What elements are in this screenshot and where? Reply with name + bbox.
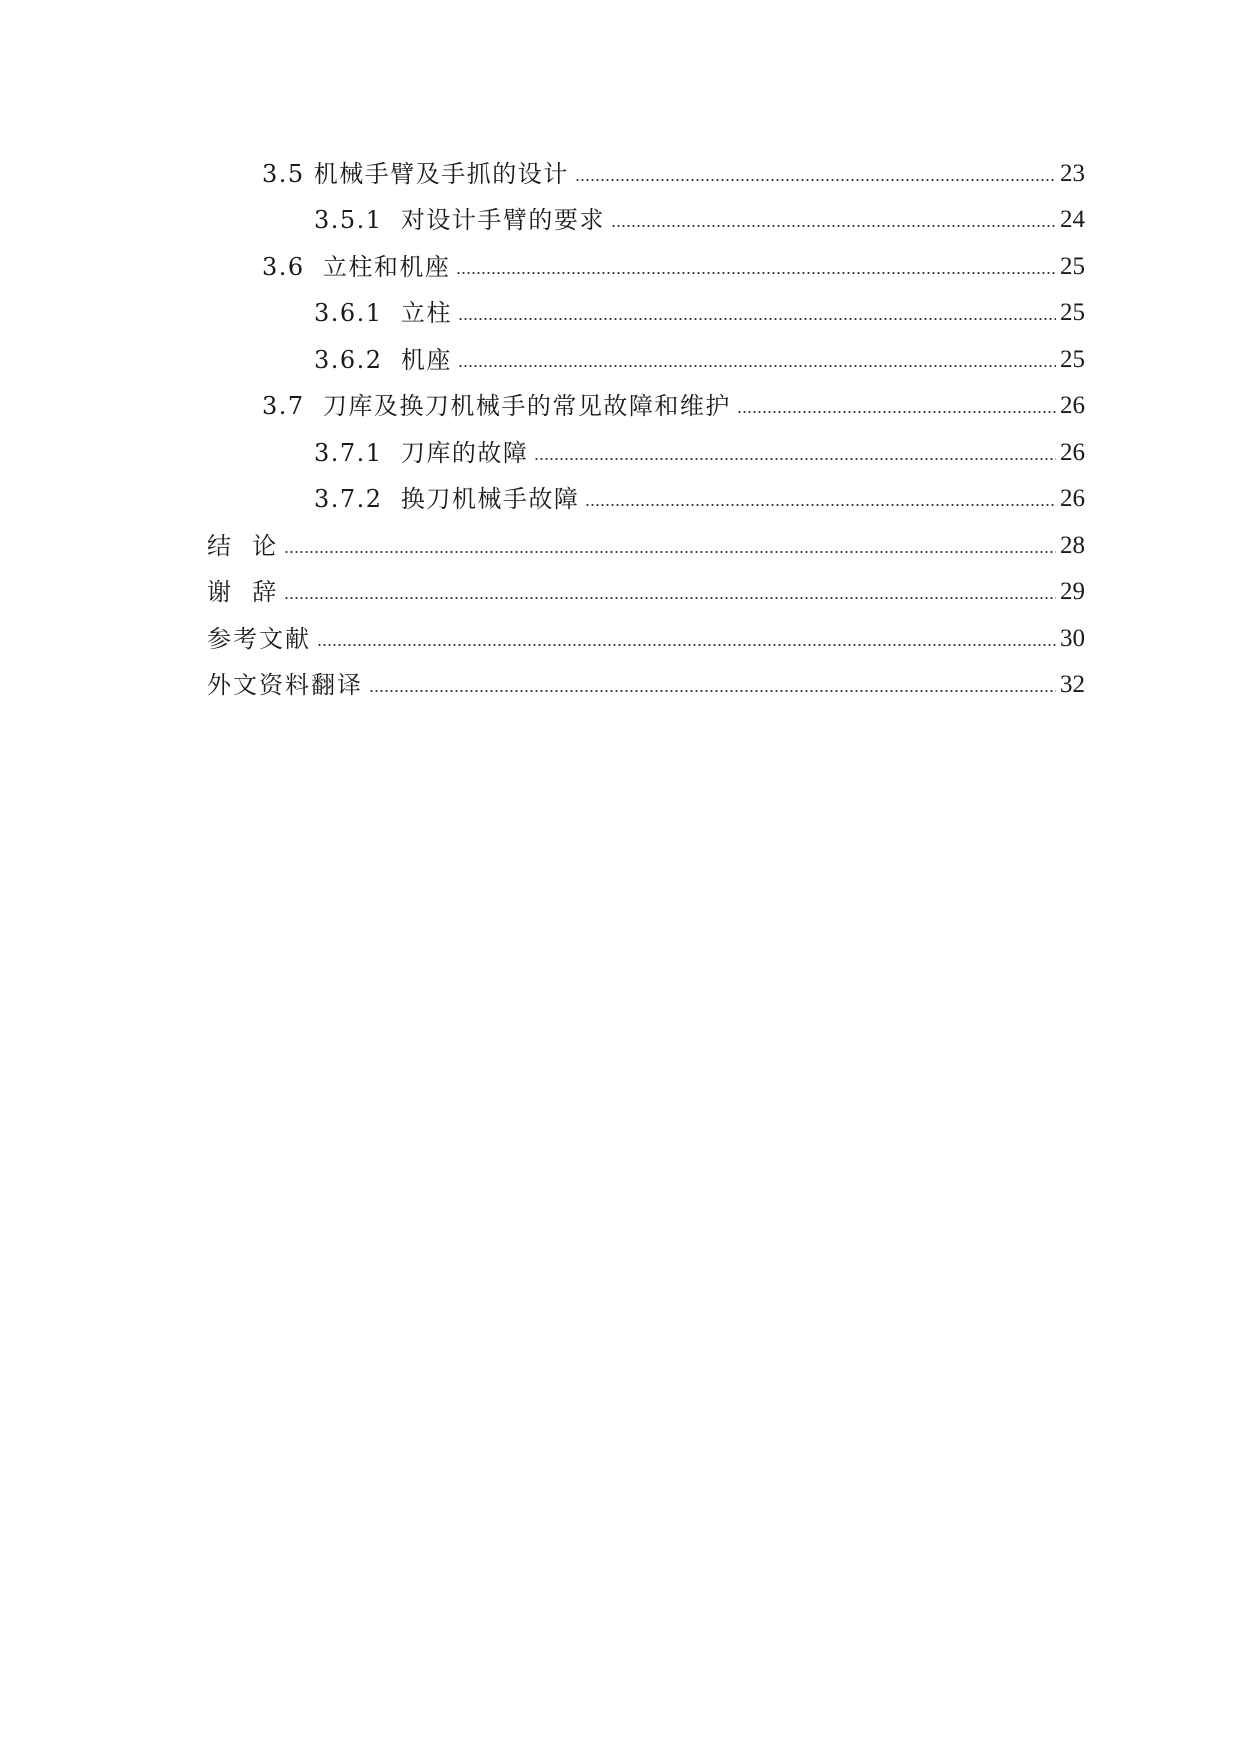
toc-entry-page: 26 [1060,392,1085,419]
dot-leader [458,363,1056,369]
toc-entry-title: 谢 辞 [207,578,279,606]
toc-entry-page: 26 [1060,485,1085,512]
dot-leader [369,688,1056,694]
dot-leader [317,642,1056,648]
dot-leader [737,409,1056,415]
dot-leader [534,456,1056,462]
dot-leader [456,270,1056,276]
toc-entry-3-5-1[interactable] [314,200,1085,240]
toc-entry-3-7[interactable] [262,386,1085,426]
toc-entry-title: 3.7.2 换刀机械手故障 [314,485,580,513]
toc-entry-conclusion[interactable] [207,526,1085,566]
toc-entry-3-6-2[interactable] [314,340,1085,380]
toc-entry-references[interactable] [207,619,1085,659]
toc-entry-page: 28 [1060,532,1085,559]
toc-entry-title: 3.7 刀库及换刀机械手的常见故障和维护 [262,392,731,420]
toc-entry-page: 25 [1060,253,1085,280]
dot-leader [611,223,1056,229]
dot-leader [284,595,1056,601]
toc-entry-foreign-translation[interactable] [207,665,1085,705]
toc-entry-acknowledgements[interactable] [207,572,1085,612]
toc-entry-3-6[interactable] [262,247,1085,287]
toc-entry-page: 30 [1060,625,1085,652]
toc-entry-page: 26 [1060,439,1085,466]
toc-entry-page: 25 [1060,346,1085,373]
toc-entry-title: 结 论 [207,532,279,560]
toc-entry-page: 23 [1060,160,1085,187]
dot-leader [585,502,1056,508]
dot-leader [575,177,1056,183]
toc-entry-page: 32 [1060,671,1085,698]
toc-entry-title: 外文资料翻译 [207,671,363,699]
dot-leader [458,316,1056,322]
toc-entry-page: 24 [1060,206,1085,233]
toc-entry-title: 3.5.1 对设计手臂的要求 [314,206,605,234]
toc-entry-3-6-1[interactable] [314,293,1085,333]
toc-entry-title: 3.7.1 刀库的故障 [314,439,529,467]
toc-entry-3-7-2[interactable] [314,479,1085,519]
toc-entry-3-5[interactable] [262,154,1085,194]
toc-entry-3-7-1[interactable] [314,433,1085,473]
toc-entry-title: 3.6 立柱和机座 [262,253,451,281]
toc-entry-title: 3.6.1 立柱 [314,299,452,327]
toc-entry-title: 参考文献 [207,625,311,653]
toc-entry-title: 3.5 机械手臂及手抓的设计 [262,160,569,188]
toc-entry-page: 29 [1060,578,1085,605]
dot-leader [284,549,1056,555]
toc-entry-page: 25 [1060,299,1085,326]
toc-entry-title: 3.6.2 机座 [314,346,452,374]
